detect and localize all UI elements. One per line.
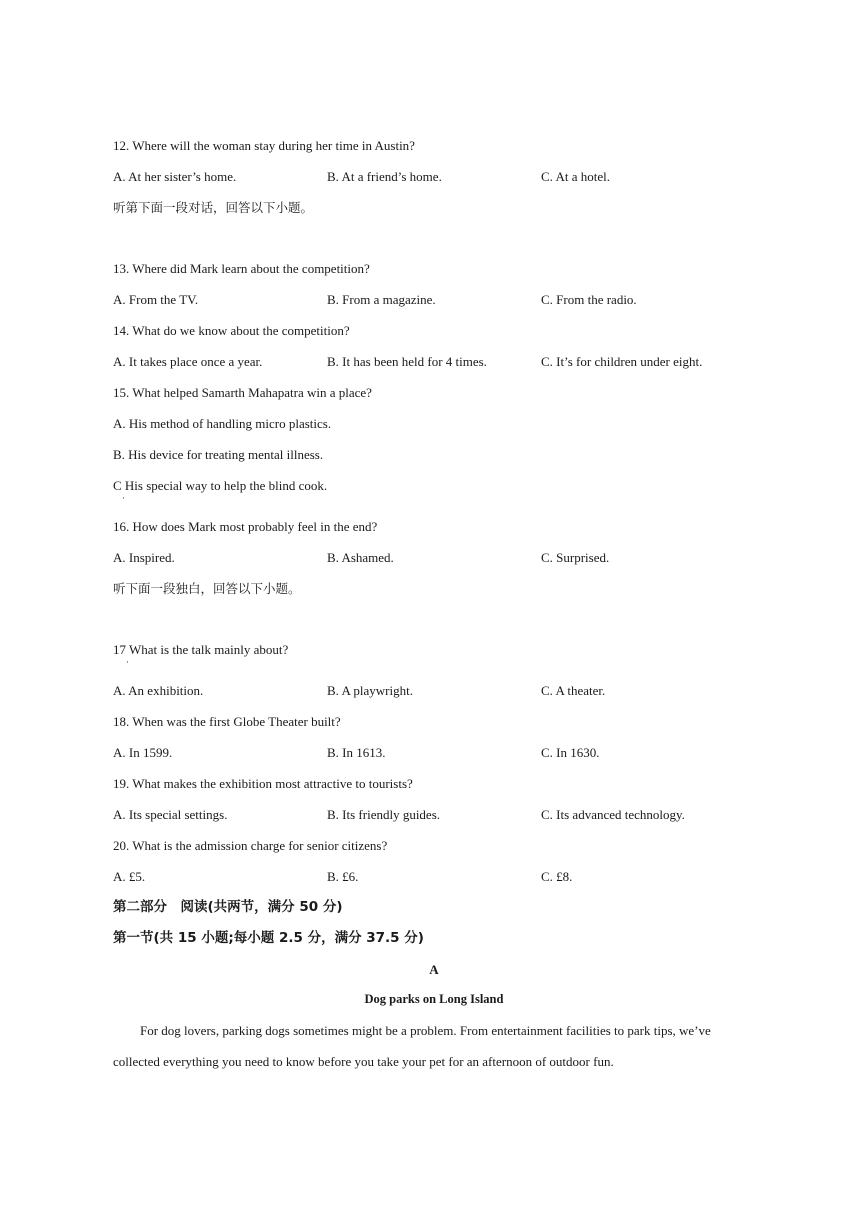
question-20-stem: 20. What is the admission charge for senior citizens?	[113, 838, 388, 853]
question-19-option-a: A. Its special settings.	[113, 807, 228, 822]
stray-dot-mark: ·	[122, 493, 125, 503]
question-18-option-a: A. In 1599.	[113, 745, 173, 760]
passage-letter: A	[429, 962, 439, 977]
passage-intro-line-2: collected everything you need to know before you take your pet for an afternoon of outdoor fun.	[113, 1054, 614, 1069]
question-15-stem: 15. What helped Samarth Mahapatra win a place?	[113, 385, 372, 400]
question-17-stem: 17 What is the talk mainly about?	[113, 642, 289, 657]
question-13-option-a: A. From the TV.	[113, 292, 199, 307]
question-14-option-b: B. It has been held for 4 times.	[327, 354, 487, 369]
question-12-option-b: B. At a friend’s home.	[327, 169, 442, 184]
passage-title: Dog parks on Long Island	[364, 992, 504, 1006]
question-14-option-a: A. It takes place once a year.	[113, 354, 263, 369]
monologue-instruction: 听下面一段独白，回答以下小题。	[113, 581, 301, 596]
passage-intro-line-1: For dog lovers, parking dogs sometimes might be a problem. From entertainment facilities to park tips, we’ve	[140, 1023, 711, 1038]
question-12-stem: 12. Where will the woman stay during her time in Austin?	[113, 138, 415, 153]
question-13-option-c: C. From the radio.	[541, 292, 637, 307]
question-16-option-c: C. Surprised.	[541, 550, 610, 565]
part-two-heading: 第二部分 阅读(共两节，满分 50 分)	[113, 899, 343, 915]
question-17-option-c: C. A theater.	[541, 683, 606, 698]
question-17-option-a: A. An exhibition.	[113, 683, 204, 698]
question-15-option-b: B. His device for treating mental illness.	[113, 447, 324, 462]
question-17-option-b: B. A playwright.	[327, 683, 413, 698]
question-20-option-a: A. £5.	[113, 869, 146, 884]
question-16-stem: 16. How does Mark most probably feel in the end?	[113, 519, 378, 534]
question-18-option-b: B. In 1613.	[327, 745, 386, 760]
section-one-heading: 第一节(共 15 小题;每小题 2.5 分，满分 37.5 分)	[113, 930, 424, 946]
question-16-option-b: B. Ashamed.	[327, 550, 394, 565]
question-15-option-a: A. His method of handling micro plastics.	[113, 416, 332, 431]
question-20-option-b: B. £6.	[327, 869, 359, 884]
question-13-stem: 13. Where did Mark learn about the competition?	[113, 261, 370, 276]
dialogue-instruction: 听第下面一段对话，回答以下小题。	[113, 200, 314, 215]
question-19-option-b: B. Its friendly guides.	[327, 807, 441, 822]
question-20-option-c: C. £8.	[541, 869, 573, 884]
question-19-stem: 19. What makes the exhibition most attractive to tourists?	[113, 776, 413, 791]
question-19-option-c: C. Its advanced technology.	[541, 807, 685, 822]
question-16-option-a: A. Inspired.	[113, 550, 175, 565]
question-18-option-c: C. In 1630.	[541, 745, 600, 760]
question-14-stem: 14. What do we know about the competition?	[113, 323, 350, 338]
question-15-option-c: C His special way to help the blind cook.	[113, 478, 328, 493]
question-13-option-b: B. From a magazine.	[327, 292, 436, 307]
stray-dot-mark: ·	[126, 657, 129, 667]
question-14-option-c: C. It’s for children under eight.	[541, 354, 703, 369]
question-18-stem: 18. When was the first Globe Theater built?	[113, 714, 341, 729]
question-12-option-c: C. At a hotel.	[541, 169, 610, 184]
question-12-option-a: A. At her sister’s home.	[113, 169, 237, 184]
